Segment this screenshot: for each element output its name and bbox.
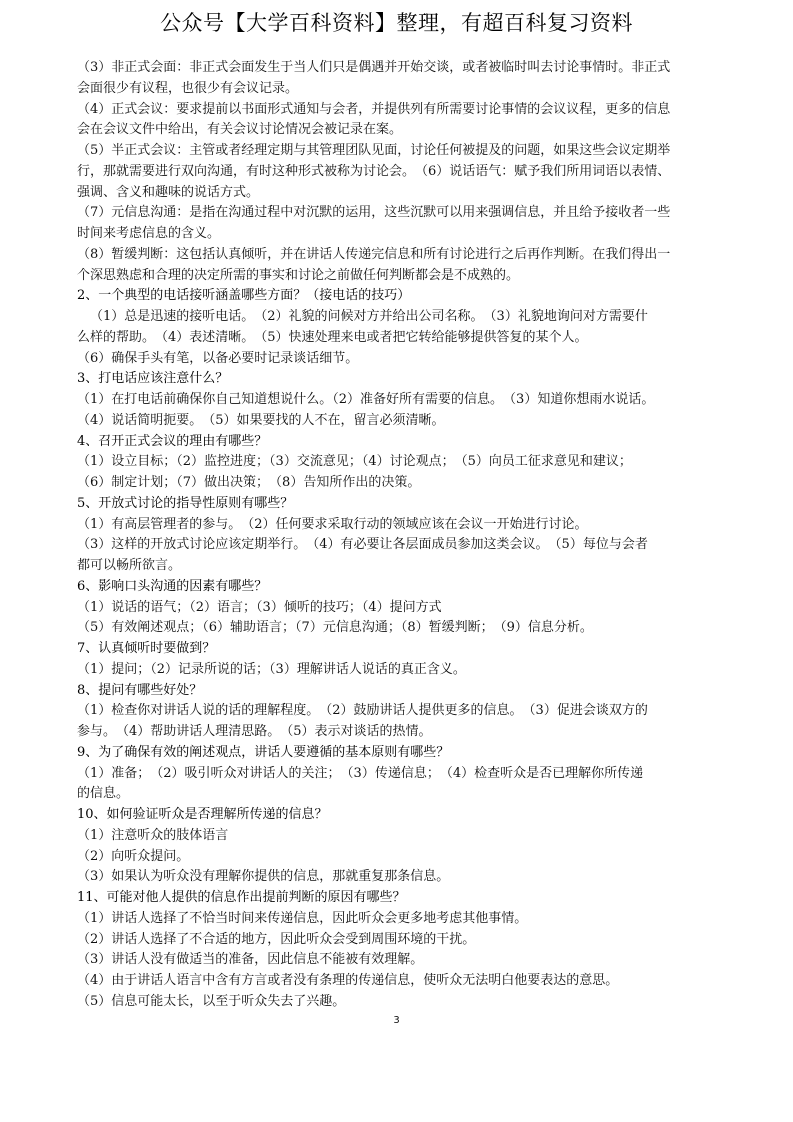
text-line: 时间来考虑信息的含义。: [77, 226, 221, 241]
text-line: 强调、含义和趣味的说话方式。: [77, 184, 260, 200]
text-line: （5）有效阐述观点；（6）辅助语言；（7）元信息沟通；（8）暂缓判断； （9）信息分析。: [77, 620, 593, 636]
text-line: 都可以畅所欲言。: [77, 558, 182, 573]
text-line: 个深思熟虑和合理的决定所需的事实和讨论之前做任何判断都会是不成熟的。: [77, 267, 520, 283]
text-line: （1）在打电话前确保你自己知道想说什么。（2）准备好所有需要的信息。 （3）知道你想雨水说话。: [77, 392, 655, 407]
text-line: 么样的帮助。 （4）表述清晰。 （5）快速处理来电或者把它转给能够提供答复的某个人。: [77, 329, 588, 345]
text-line: （1）提问；（2）记录所说的话；（3）理解讲话人说话的真正含义。: [77, 661, 466, 677]
question-heading: 9、为了确保有效的阐述观点，讲话人要遵循的基本原则有哪些？: [77, 744, 450, 760]
question-heading: 8、提问有哪些好处？: [77, 682, 203, 698]
text-line: （3）讲话人没有做适当的准备，因此信息不能被有效理解。: [77, 952, 424, 968]
text-line: （3）非正式会面：非正式会面发生于当人们只是偶遇并开始交谈，或者被临时叫去讨论事情时。非正式: [77, 60, 671, 75]
text-line: （5）信息可能太长，以至于听众失去了兴趣。: [77, 993, 346, 1009]
question-heading: 11、可能对他人提供的信息作出提前判断的原因有哪些？: [77, 890, 406, 905]
text-line: （5）半正式会议：主管或者经理定期与其管理团队见面，讨论任何被提及的问题，如果这些会议定期举: [77, 143, 671, 158]
text-line: （4）说话简明扼要。 （5）如果要找的人不在，留言必须清晰。: [77, 412, 445, 428]
text-line: （1）设立目标；（2）监控进度；（3）交流意见；（4）讨论观点； （5）向员工征求意见和建议；: [77, 454, 632, 470]
text-line: 参与。 （4）帮助讲话人理清思路。 （5）表示对谈话的热情。: [77, 724, 432, 739]
question-heading: 3、打电话应该注意什么？: [77, 371, 229, 387]
text-line: （4）由于讲话人语言中含有方言或者没有条理的传递信息，使听众无法明白他要表达的意思。: [77, 973, 619, 988]
text-line: （8）暂缓判断：这包括认真倾听，并在讲话人传递完信息和所有讨论进行之后再作判断。在我们得出一: [77, 246, 671, 262]
text-line: （2）讲话人选择了不合适的地方，因此听众会受到周围环境的干扰。: [77, 931, 476, 947]
text-line: 会面很少有议程，也很少有会议记录。: [77, 80, 299, 96]
text-line: （2）向听众提问。: [77, 848, 190, 864]
text-line: （1）总是迅速的接听电话。 （2）礼貌的问候对方并给出公司名称。 （3）礼貌地询问对方需要什: [90, 309, 648, 324]
text-line: （6）制定计划；（7）做出决策； （8）告知所作出的决策。: [77, 475, 421, 490]
text-line: （7）元信息沟通：是指在沟通过程中对沉默的运用，这些沉默可以用来强调信息，并且给予接收者一些: [77, 205, 671, 221]
text-line: 行，那就需要进行双向沟通，有时这种形式被称为讨论会。 （6）说话语气：赋予我们所用词语以表情、: [77, 163, 671, 179]
text-line: （1）说话的语气；（2）语言；（3）倾听的技巧；（4）提问方式: [77, 599, 442, 615]
document-body: [77, 58, 718, 1013]
text-line: （1）检查你对讲话人说的话的理解程度。 （2）鼓励讲话人提供更多的信息。 （3）促进会谈双方的: [77, 703, 648, 719]
text-line: （1）准备； （2）吸引听众对讲话人的关注； （3）传递信息； （4）检查听众是否已理解你所传递: [77, 765, 644, 781]
question-heading: 7、认真倾听时要做到？: [77, 641, 216, 656]
question-heading: 4、召开正式会议的理由有哪些？: [77, 433, 268, 449]
text-line: 的信息。: [77, 786, 130, 802]
text-line: （6）确保手头有笔，以备必要时记录谈话细节。: [77, 350, 359, 366]
question-heading: 10、如何验证听众是否理解所传递的信息？: [77, 807, 328, 822]
text-line: （1）有高层管理者的参与。 （2）任何要求采取行动的领域应该在会议一开始进行讨论。: [77, 516, 588, 532]
text-line: （1）讲话人选择了不恰当时间来传递信息，因此听众会更多地考虑其他事情。: [77, 910, 528, 926]
text-line: （1）注意听众的肢体语言: [77, 827, 229, 843]
page-header-title: 公众号【大学百科资料】整理，有超百科复习资料: [160, 11, 633, 35]
text-line: （3）如果认为听众没有理解你提供的信息，那就重复那条信息。: [77, 869, 450, 885]
text-line: （4）正式会议：要求提前以书面形式通知与会者，并提供列有所需要讨论事情的会议议程，更多的信息: [77, 101, 671, 117]
question-heading: 6、影响口头沟通的因素有哪些？: [77, 578, 268, 594]
question-heading: 2、一个典型的电话接听涵盖哪些方面？（接电话的技巧）: [77, 288, 411, 304]
page-number: 3: [393, 1015, 400, 1026]
text-line: 会在会议文件中给出，有关会议讨论情况会被记录在案。: [77, 122, 403, 138]
text-line: （3）这样的开放式讨论应该定期举行。 （4）有必要让各层面成员参加这类会议。 （5）每位与会者: [77, 537, 648, 553]
question-heading: 5、开放式讨论的指导性原则有哪些？: [77, 495, 294, 511]
